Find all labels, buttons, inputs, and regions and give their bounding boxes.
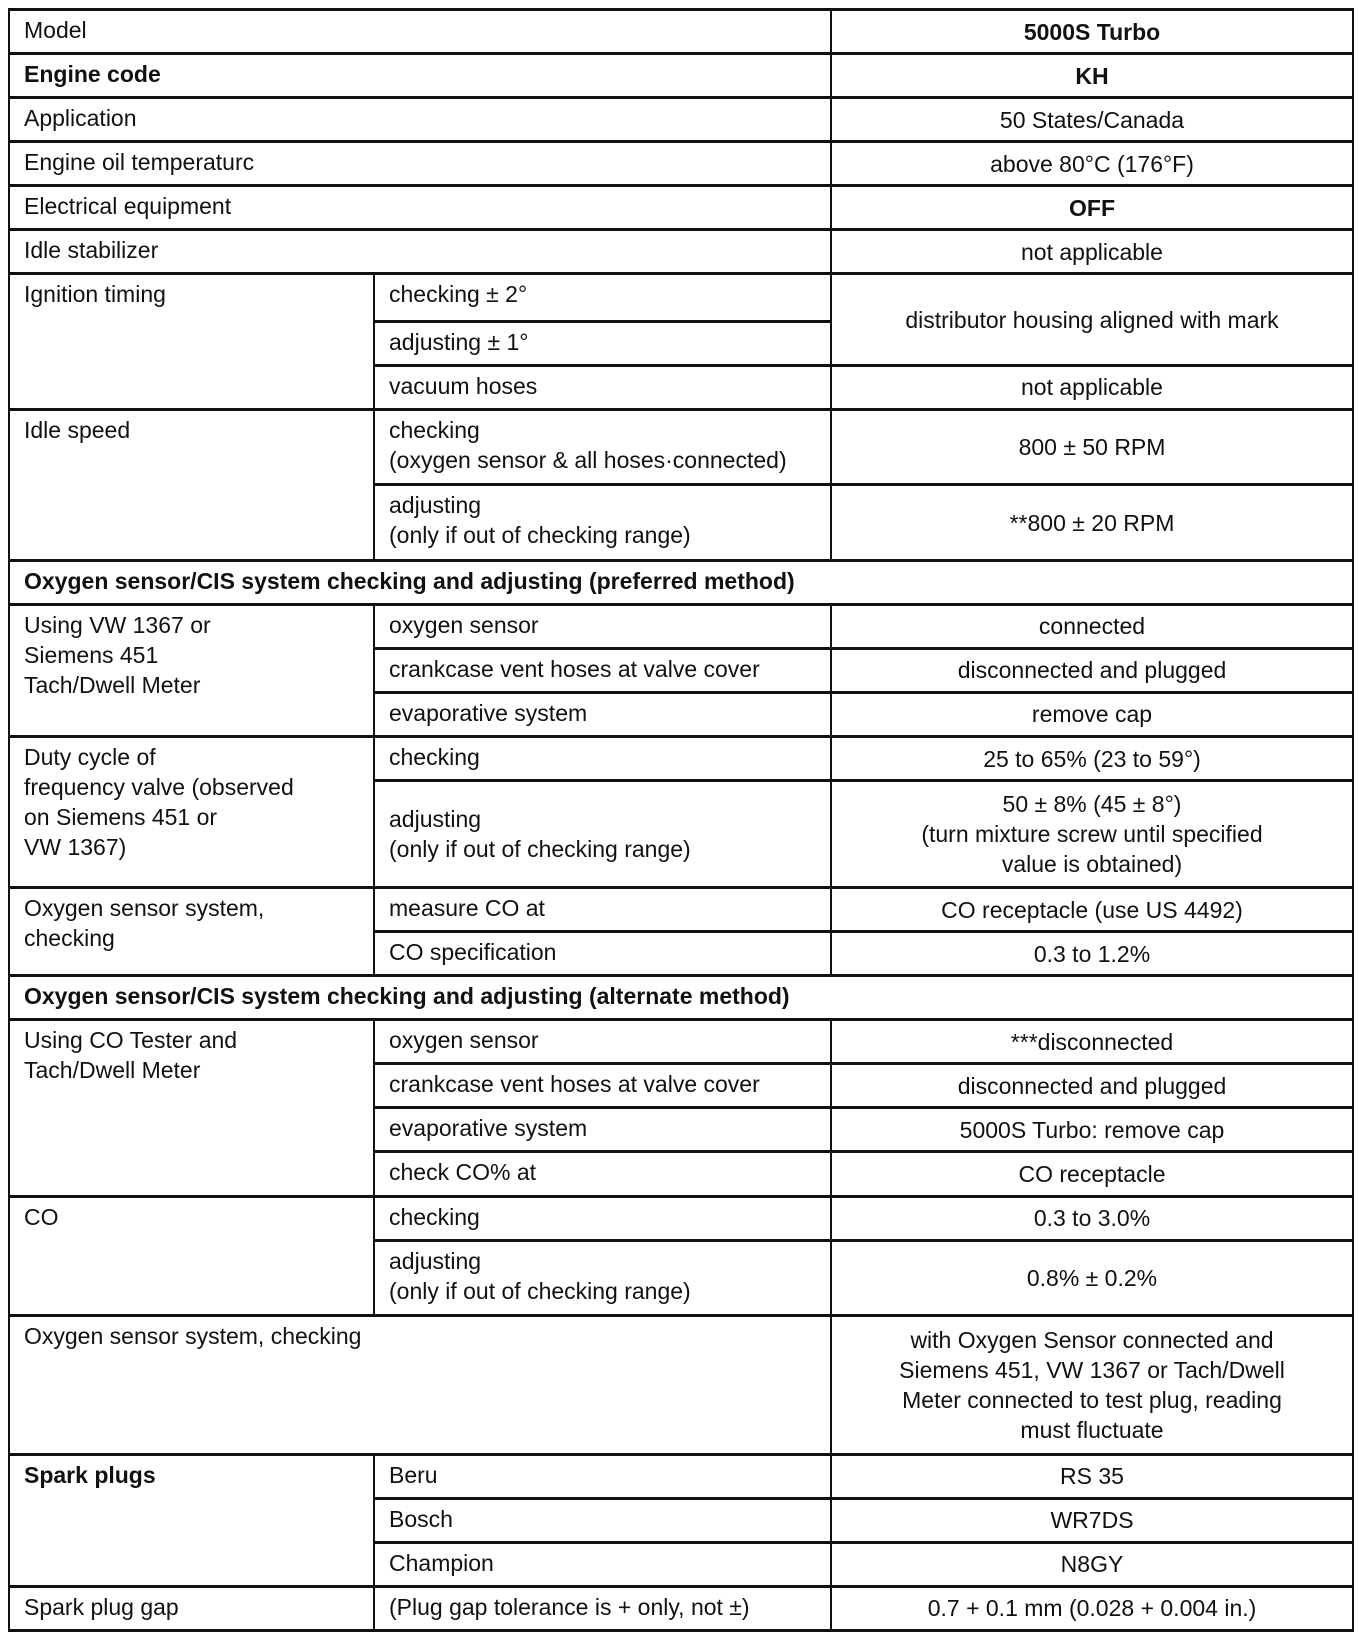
engine-code-value: KH <box>831 54 1353 98</box>
row-alternate-heading <box>9 976 1353 1020</box>
electrical-value: OFF <box>831 186 1353 230</box>
duty-checking-value: 25 to 65% (23 to 59°) <box>831 737 1353 781</box>
spark-bosch: Bosch <box>374 1498 831 1542</box>
vacuum-hoses-label: vacuum hoses <box>374 365 831 409</box>
alt-evap-value: 5000S Turbo: remove cap <box>831 1108 1353 1152</box>
row-co-checking <box>9 1196 1353 1240</box>
spark-champion: Champion <box>374 1542 831 1586</box>
oil-temp-value: above 80°C (176°F) <box>831 142 1353 186</box>
spark-beru-value: RS 35 <box>831 1454 1353 1498</box>
pref-oxygen-sensor-value: connected <box>831 604 1353 648</box>
row-measure-co <box>9 888 1353 932</box>
measure-co: measure CO at <box>374 888 831 932</box>
measure-co-value: CO receptacle (use US 4492) <box>831 888 1353 932</box>
spark-bosch-value: WR7DS <box>831 1498 1353 1542</box>
pref-using-label: Using VW 1367 or Siemens 451 Tach/Dwell Meter <box>9 604 374 736</box>
alt-oxygen-sensor-value: ***disconnected <box>831 1020 1353 1064</box>
alt-oxygen-sensor: oxygen sensor <box>374 1020 831 1064</box>
row-alt-oxygen-sensor <box>9 1020 1353 1064</box>
co-adjusting: adjusting (only if out of checking range) <box>374 1240 831 1316</box>
ignition-timing-label: Ignition timing <box>9 274 374 409</box>
row-o2-check <box>9 1316 1353 1454</box>
co-label: CO <box>9 1196 374 1316</box>
pref-crankcase-value: disconnected and plugged <box>831 648 1353 692</box>
ignition-adjusting: adjusting ± 1° <box>374 321 831 365</box>
idle-checking: checking (oxygen sensor & all hoses·connected) <box>374 409 831 485</box>
alt-crankcase: crankcase vent hoses at valve cover <box>374 1064 831 1108</box>
application-label: Application <box>9 98 831 142</box>
o2-check-label: Oxygen sensor system, checking <box>9 1316 831 1454</box>
co-adjusting-value: 0.8% ± 0.2% <box>831 1240 1353 1316</box>
row-engine-code <box>9 54 1353 98</box>
row-preferred-heading <box>9 560 1353 604</box>
engine-code-label: Engine code <box>9 54 831 98</box>
duty-cycle-label: Duty cycle of frequency valve (observed on Siemens 451 or VW 1367) <box>9 737 374 888</box>
co-checking: checking <box>374 1196 831 1240</box>
duty-adjusting: adjusting (only if out of checking range) <box>374 781 831 888</box>
idle-adjusting-value: **800 ± 20 RPM <box>831 485 1353 561</box>
pref-o2-label: Oxygen sensor system, checking <box>9 888 374 976</box>
duty-adjusting-value: 50 ± 8% (45 ± 8°) (turn mixture screw until specified value is obtained) <box>831 781 1353 888</box>
spark-champion-value: N8GY <box>831 1542 1353 1586</box>
model-value: 5000S Turbo <box>831 10 1353 54</box>
co-checking-value: 0.3 to 3.0% <box>831 1196 1353 1240</box>
row-spark-beru <box>9 1454 1353 1498</box>
co-spec: CO specification <box>374 932 831 976</box>
alt-check-co: check CO% at <box>374 1152 831 1196</box>
ignition-timing-value: distributor housing aligned with mark <box>831 274 1353 365</box>
row-duty-checking <box>9 737 1353 781</box>
idle-speed-label: Idle speed <box>9 409 374 560</box>
pref-evap: evaporative system <box>374 692 831 736</box>
alt-check-co-value: CO receptacle <box>831 1152 1353 1196</box>
row-model <box>9 10 1353 54</box>
idle-checking-value: 800 ± 50 RPM <box>831 409 1353 485</box>
pref-oxygen-sensor: oxygen sensor <box>374 604 831 648</box>
gap-label: Spark plug gap <box>9 1586 374 1630</box>
idle-stabilizer-value: not applicable <box>831 230 1353 274</box>
electrical-label: Electrical equipment <box>9 186 831 230</box>
spark-beru: Beru <box>374 1454 831 1498</box>
gap-value: 0.7 + 0.1 mm (0.028 + 0.004 in.) <box>831 1586 1353 1630</box>
model-label: Model <box>9 10 831 54</box>
o2-check-value: with Oxygen Sensor connected and Siemens 451, VW 1367 or Tach/Dwell Meter connected to test plug, reading must fluctuate <box>831 1316 1353 1454</box>
row-oil-temp <box>9 142 1353 186</box>
row-application <box>9 98 1353 142</box>
idle-stabilizer-label: Idle stabilizer <box>9 230 831 274</box>
pref-evap-value: remove cap <box>831 692 1353 736</box>
alternate-method-heading: Oxygen sensor/CIS system checking and adjusting (alternate method) <box>9 976 1353 1020</box>
spark-plugs-label: Spark plugs <box>9 1454 374 1586</box>
duty-checking: checking <box>374 737 831 781</box>
alt-crankcase-value: disconnected and plugged <box>831 1064 1353 1108</box>
idle-adjusting: adjusting (only if out of checking range) <box>374 485 831 561</box>
ignition-checking: checking ± 2° <box>374 274 831 321</box>
alt-evap: evaporative system <box>374 1108 831 1152</box>
application-value: 50 States/Canada <box>831 98 1353 142</box>
co-spec-value: 0.3 to 1.2% <box>831 932 1353 976</box>
vacuum-hoses-value: not applicable <box>831 365 1353 409</box>
spec-table <box>8 8 1354 1632</box>
row-gap <box>9 1586 1353 1630</box>
alt-using-label: Using CO Tester and Tach/Dwell Meter <box>9 1020 374 1196</box>
pref-crankcase: crankcase vent hoses at valve cover <box>374 648 831 692</box>
preferred-method-heading: Oxygen sensor/CIS system checking and adjusting (preferred method) <box>9 560 1353 604</box>
gap-note: (Plug gap tolerance is + only, not ±) <box>374 1586 831 1630</box>
row-electrical <box>9 186 1353 230</box>
row-idle-checking <box>9 409 1353 485</box>
oil-temp-label: Engine oil temperaturc <box>9 142 831 186</box>
row-ignition-checking <box>9 274 1353 321</box>
row-pref-oxygen-sensor <box>9 604 1353 648</box>
row-idle-stabilizer <box>9 230 1353 274</box>
